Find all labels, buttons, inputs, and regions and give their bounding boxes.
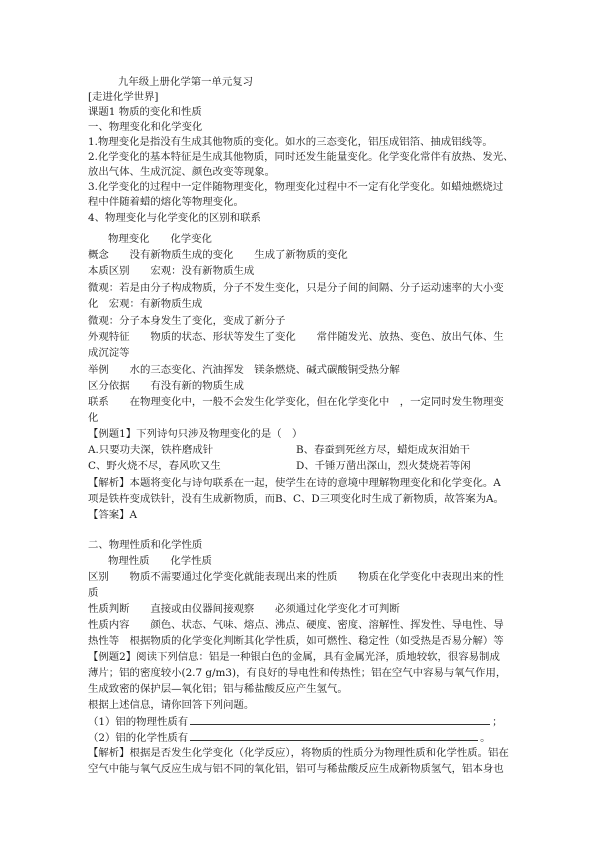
example1-option-b: B、春蚕到死丝方尽，蜡炬成灰泪始干 bbox=[296, 444, 470, 456]
row-micro-b: 化 宏观：有新物质生成 bbox=[88, 298, 203, 310]
example2-question-c: 生成致密的保护层—氧化铝；铝与稀盐酸反应产生氢气。 bbox=[88, 683, 348, 695]
row-judge: 性质判断 直接或由仪器间接观察 必须通过化学变化才可判断 bbox=[88, 603, 400, 615]
answer-blank-1[interactable] bbox=[190, 714, 490, 725]
row-content-b: 热性等 根据物质的化学变化判断其化学性质，如可燃性、稳定性（如受热是否易分解）等 bbox=[88, 635, 504, 647]
section-tag: [走进化学世界] bbox=[88, 91, 159, 103]
row-basis: 区分依据 有没有新的物质生成 bbox=[88, 380, 244, 392]
example2-sub-question-1 bbox=[88, 714, 503, 729]
row-content-a: 性质内容 颜色、状态、气味、熔点、沸点、硬度、密度、溶解性、挥发性、导电性、导 bbox=[88, 619, 504, 631]
example2-question-a: 【例题2】阅读下列信息：铝是一种银白色的金属，具有金属光泽，质地较软，很容易制成 bbox=[88, 651, 500, 663]
row-feature-b: 成沉淀等 bbox=[88, 347, 130, 359]
part1-line2a: 2.化学变化的基本特征是生成其他物质，同时还发生能量变化。化学变化常伴有放热、发光、 bbox=[88, 151, 514, 163]
sub-question-2-end: 。 bbox=[480, 732, 491, 744]
row-micro-a: 微观：若是由分子构成物质，分子不发生变化，只是分子间的间隔、分子运动速率的大小变 bbox=[88, 282, 504, 294]
row-difference-a: 区别 物质不需要通过化学变化就能表现出来的性质 物质在化学变化中表现出来的性 bbox=[88, 571, 504, 583]
part1-line3b: 程中伴随着蜡的熔化等物理变化。 bbox=[88, 196, 244, 208]
row-micro-c: 微观：分子本身发生了变化，变成了新分子 bbox=[88, 315, 286, 327]
row-feature-a: 外观特征 物质的状态、形状等发生了变化 常伴随发光、放热、变色、放出气体、生 bbox=[88, 331, 504, 343]
example1-answer: 【答案】A bbox=[88, 509, 138, 521]
example2-question-b: 薄片；铝的密度较小(2.7 g/m3)，有良好的导电性和传热性；铝在空气中容易与氧气作用， bbox=[88, 667, 507, 679]
example1-analysis-a: 【解析】本题将变化与诗句联系在一起，使学生在诗的意境中理解物理变化和化学变化。A bbox=[88, 477, 501, 489]
example2-sub-question-2 bbox=[88, 730, 491, 745]
row-essence: 本质区别 宏观：没有新物质生成 bbox=[88, 265, 255, 277]
row-difference-b: 质 bbox=[88, 587, 99, 599]
row-concept: 概念 没有新物质生成的变化 生成了新物质的变化 bbox=[88, 249, 348, 261]
sub-question-1-end: ； bbox=[492, 716, 503, 728]
part1-line4: 4、物理变化与化学变化的区别和联系 bbox=[88, 212, 261, 224]
document-title: 九年级上册化学第一单元复习 bbox=[118, 76, 254, 88]
compare-columns-2: 物理性质 化学性质 bbox=[108, 555, 212, 567]
part1-line2b: 放出气体、生成沉淀、颜色改变等现象。 bbox=[88, 166, 276, 178]
example1-analysis-b: 项是铁杵变成铁针，没有生成新物质，而B、C、D三项变化时生成了新物质，故答案为A。 bbox=[88, 493, 504, 505]
compare-columns-1: 物理变化 化学变化 bbox=[108, 233, 212, 245]
example1-option-c: C、野火烧不尽，春风吹又生 bbox=[88, 460, 221, 472]
sub-question-1-label: （1）铝的物理性质有 bbox=[88, 716, 189, 728]
part1-line1: 1.物理变化是指没有生成其他物质的变化。如水的三态变化，铝压成铝箔、抽成铝线等。 bbox=[88, 136, 493, 148]
example1-option-a: A.只要功夫深，铁杵磨成针 bbox=[88, 444, 214, 456]
row-relation-b: 化 bbox=[88, 412, 99, 424]
row-example: 举例 水的三态变化、汽油挥发 镁条燃烧、碱式碳酸铜受热分解 bbox=[88, 364, 400, 376]
part2-heading: 二、物理性质和化学性质 bbox=[88, 539, 203, 551]
row-relation-a: 联系 在物理变化中，一般不会发生化学变化，但在化学变化中 ，一定同时发生物理变 bbox=[88, 396, 504, 408]
example2-analysis-a: 【解析】根据是否发生化学变化（化学反应），将物质的性质分为物理性质和化学性质。铝在 bbox=[88, 747, 509, 759]
part1-line3a: 3.化学变化的过程中一定伴随物理变化，物理变化过程中不一定有化学变化。如蜡烛燃烧过 bbox=[88, 181, 504, 193]
part1-heading: 一、物理变化和化学变化 bbox=[88, 121, 203, 133]
sub-question-2-label: （2）铝的化学性质有 bbox=[88, 732, 189, 744]
answer-blank-2[interactable] bbox=[190, 730, 478, 741]
example1-option-d: D、千锤万凿出深山，烈火焚烧若等闲 bbox=[296, 460, 471, 472]
example2-analysis-b: 空气中能与氧气反应生成与铝不同的氧化铝，铝可与稀盐酸反应生成新物质氢气，铝本身也 bbox=[88, 763, 504, 775]
topic-heading: 课题1 物质的变化和性质 bbox=[88, 106, 202, 118]
example2-prompt: 根据上述信息，请你回答下列问题。 bbox=[88, 699, 255, 711]
example1-question: 【例题1】下列诗句只涉及物理变化的是（ ） bbox=[88, 428, 303, 440]
